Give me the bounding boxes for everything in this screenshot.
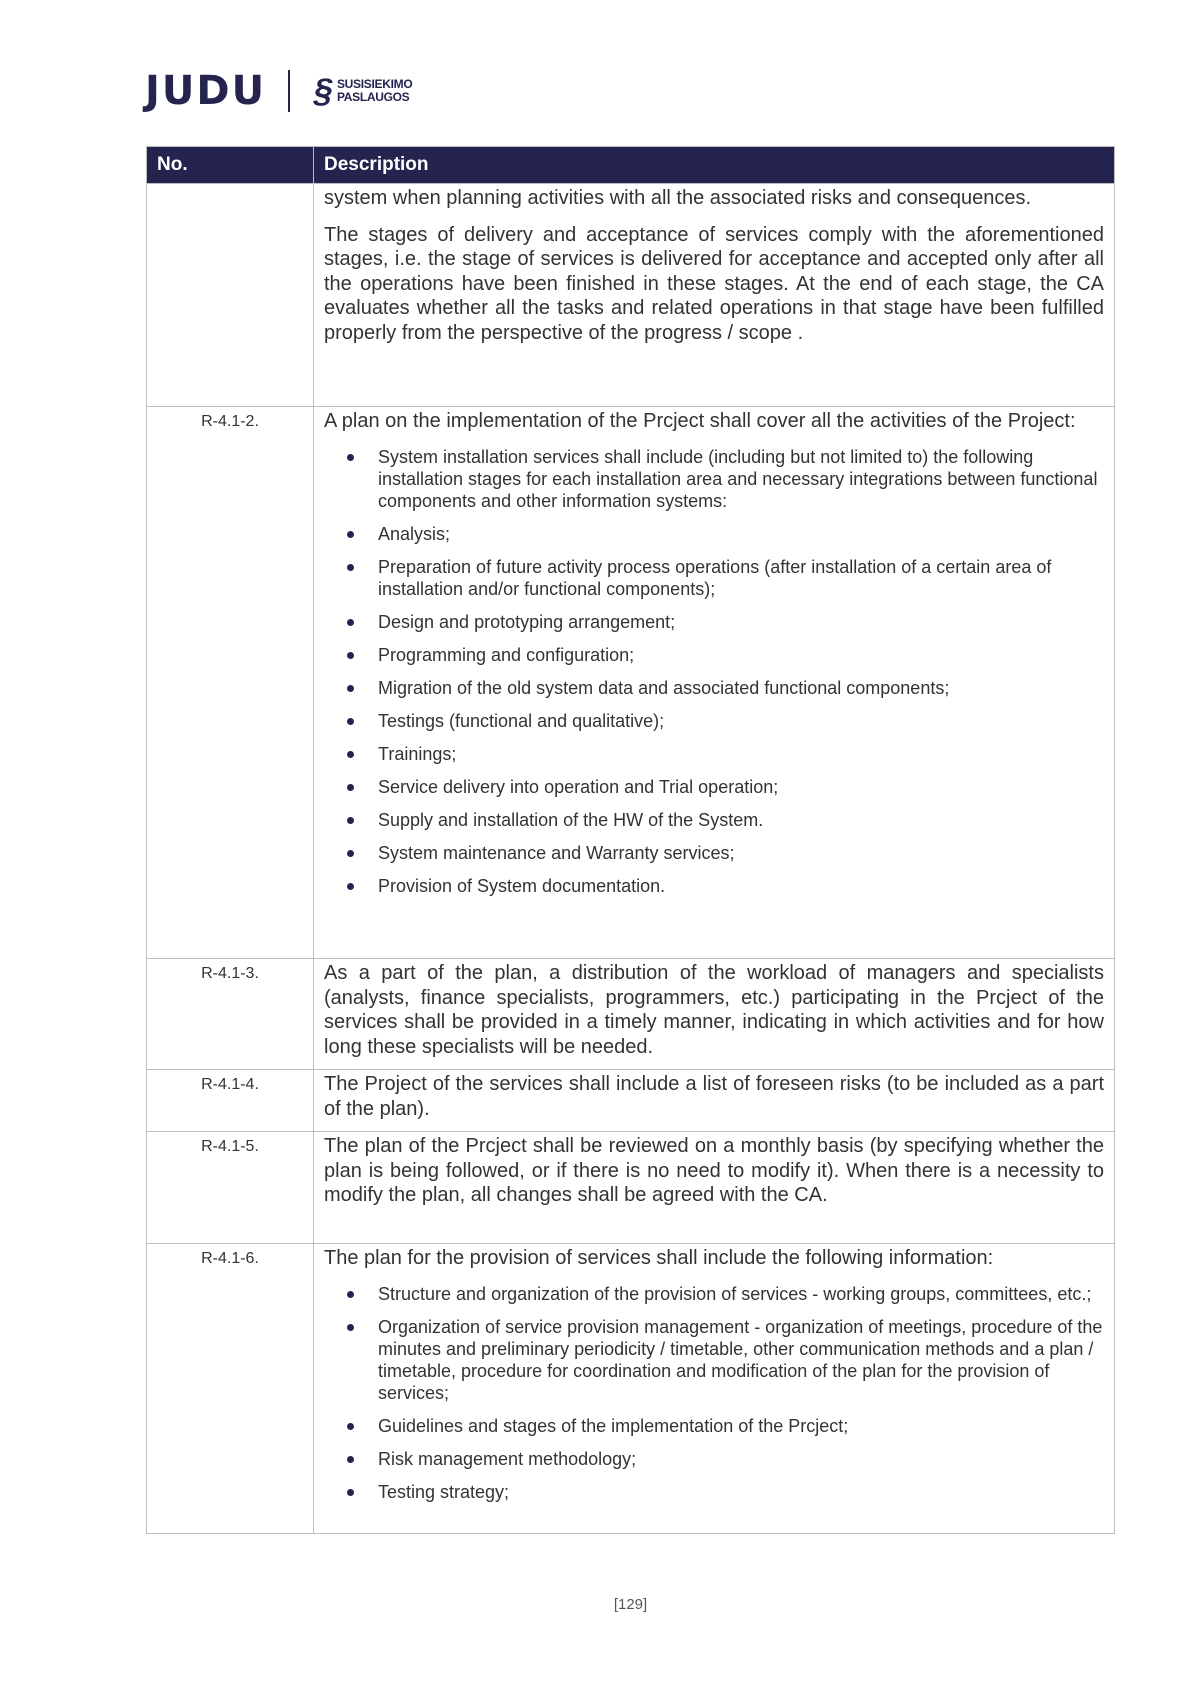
page-number: [129] — [613, 1596, 648, 1613]
list-item: Migration of the old system data and associated functional components; — [346, 677, 1104, 699]
requirement-number: R-4.1-2. — [147, 407, 314, 959]
description-paragraph: The Project of the services shall include a list of foreseen risks (to be included as a part of the plan). — [324, 1073, 1104, 1120]
requirements-table — [146, 146, 1115, 1534]
description-paragraph: The stages of delivery and acceptance of services comply with the aforementioned stages, i.e. the stage of services is delivered for acceptance and accepted only after all the operations have been finished in these stages. At the end of each stage, the CA evaluates whether all the tasks and related operations in that stage have been fulfilled properly from the perspective of the progress / scope . — [324, 223, 1104, 344]
logo-line-1: SUSISIEKIMO — [336, 77, 413, 91]
requirement-description — [314, 959, 1115, 1070]
description-paragraph: system when planning activities with all the associated risks and consequences. — [324, 187, 1032, 209]
requirement-number: R-4.1-3. — [147, 959, 314, 1070]
table-row — [147, 407, 1115, 959]
logo-divider — [288, 70, 290, 112]
list-item: Supply and installation of the HW of the System. — [346, 809, 1104, 831]
column-header-description: Description — [314, 147, 1115, 184]
requirement-description — [314, 184, 1115, 407]
requirement-description — [314, 1244, 1115, 1534]
requirement-number — [147, 184, 314, 407]
table-row — [147, 1132, 1115, 1244]
list-item: Service delivery into operation and Trial operation; — [346, 776, 1104, 798]
list-item: Guidelines and stages of the implementation of the Prcject; — [346, 1415, 1104, 1437]
judu-logo: JUDU — [145, 68, 267, 114]
requirement-number: R-4.1-6. — [147, 1244, 314, 1534]
list-item: Preparation of future activity process operations (after installation of a certain area of installation and/or functional components); — [346, 556, 1104, 600]
logo-line-2: PASLAUGOS — [336, 90, 410, 104]
table-row — [147, 959, 1115, 1070]
list-item: System installation services shall include (including but not limited to) the following installation stages for each installation area and necessary integrations between functional components and other information systems: — [346, 446, 1104, 512]
description-paragraph: The plan for the provision of services shall include the following information: — [324, 1247, 994, 1269]
list-item: Risk management methodology; — [346, 1448, 1104, 1470]
column-header-no: No. — [147, 147, 314, 184]
requirement-number: R-4.1-4. — [147, 1070, 314, 1132]
list-item: Provision of System documentation. — [346, 875, 1104, 897]
list-item: Trainings; — [346, 743, 1104, 765]
description-paragraph: As a part of the plan, a distribution of the workload of managers and specialists (analysts, finance specialists, programmers, etc.) participating in the Prcject of the services shall be provided in a timely manner, indicating in which activities and for how long these specialists will be needed. — [324, 962, 1104, 1058]
list-item: Organization of service provision management - organization of meetings, procedure of the minutes and preliminary periodicity / timetable, other communication methods and a plan / timetable, procedure for coordination and modification of the plan for the provision of services; — [346, 1316, 1104, 1404]
table-row — [147, 1070, 1115, 1132]
table-header-row — [147, 147, 1115, 184]
requirement-description — [314, 407, 1115, 959]
table-row — [147, 184, 1115, 407]
description-paragraph: A plan on the implementation of the Prcject shall cover all the activities of the Project: — [324, 410, 1076, 432]
table-row — [147, 1244, 1115, 1534]
ss-logo-icon: § — [310, 71, 337, 110]
list-item: Programming and configuration; — [346, 644, 1104, 666]
requirement-number: R-4.1-5. — [147, 1132, 314, 1244]
requirement-description — [314, 1070, 1115, 1132]
list-item: Design and prototyping arrangement; — [346, 611, 1104, 633]
bullet-list — [324, 446, 1104, 897]
header-logos — [145, 66, 412, 116]
bullet-list — [324, 1283, 1104, 1503]
requirement-description — [314, 1132, 1115, 1244]
list-item: System maintenance and Warranty services; — [346, 842, 1104, 864]
susisiekimo-paslaugos-logo — [310, 71, 413, 111]
list-item: Analysis; — [346, 523, 1104, 545]
list-item: Structure and organization of the provision of services - working groups, committees, etc.; — [346, 1283, 1104, 1305]
description-paragraph: The plan of the Prcject shall be reviewed on a monthly basis (by specifying whether the plan is being followed, or if there is no need to modify it). When there is a necessity to modify the plan, all changes shall be agreed with the CA. — [324, 1135, 1104, 1206]
list-item: Testing strategy; — [346, 1481, 1104, 1503]
list-item: Testings (functional and qualitative); — [346, 710, 1104, 732]
